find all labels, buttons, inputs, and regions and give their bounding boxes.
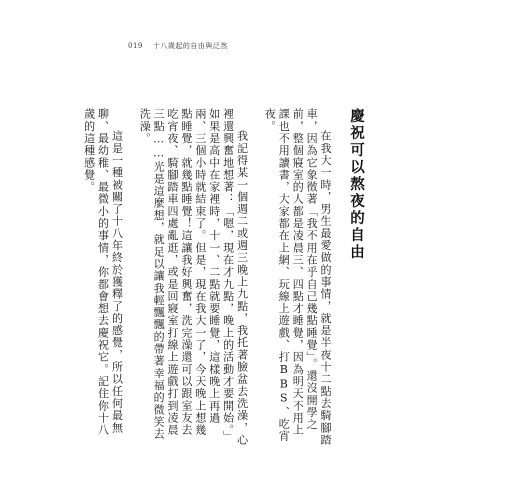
- body-text: [82, 108, 332, 446]
- paragraph: 這是一種被關了十八年終於獲釋了的感覺，所以任何最無聊、最幼稚、最微小的事情，你都會想去慶祝它。記住你十八歲的這種感覺。: [82, 108, 124, 437]
- running-header: [128, 41, 228, 51]
- chapter-title: 慶祝可以熬夜的自由: [348, 108, 364, 261]
- paragraph: 我記得某一個週二或週三晚上九點，我托著臉盆去洗澡，心裡還興奮地想著：「嗯，現在才九點，晚上的活動才要開始。」如果是高中在家裡時，十一、二點就要睡覺，這樣晚上再過兩、三個小時就結束了。但是，現在我大一了，今天晚上想幾點睡覺，就幾點睡覺！這讓我好興奮，洗完澡還可以跟室友去吃宵夜、騎腳踏車四處亂逛，或是回寢室打線上遊戲打到凌晨三點……光是這麼想，就足以讓我輕飄飄的帶著幸福的微笑去洗澡。: [138, 108, 249, 446]
- book-title: 十八歲起的自由與泛然: [152, 42, 228, 50]
- page-number: 019: [128, 42, 143, 50]
- paragraph: 在我大一時，男生最愛做的事情，就是半夜十二點去騎腳踏車，因為它象徵著「我不用在乎自己幾點睡覺」。還沒開學之前，整個寢室的人都是凌晨三、四點才睡覺，因為明天不用上課也不用讀書，大家都在上網、玩線上遊戲、打BBS、吃宵夜。: [263, 108, 332, 446]
